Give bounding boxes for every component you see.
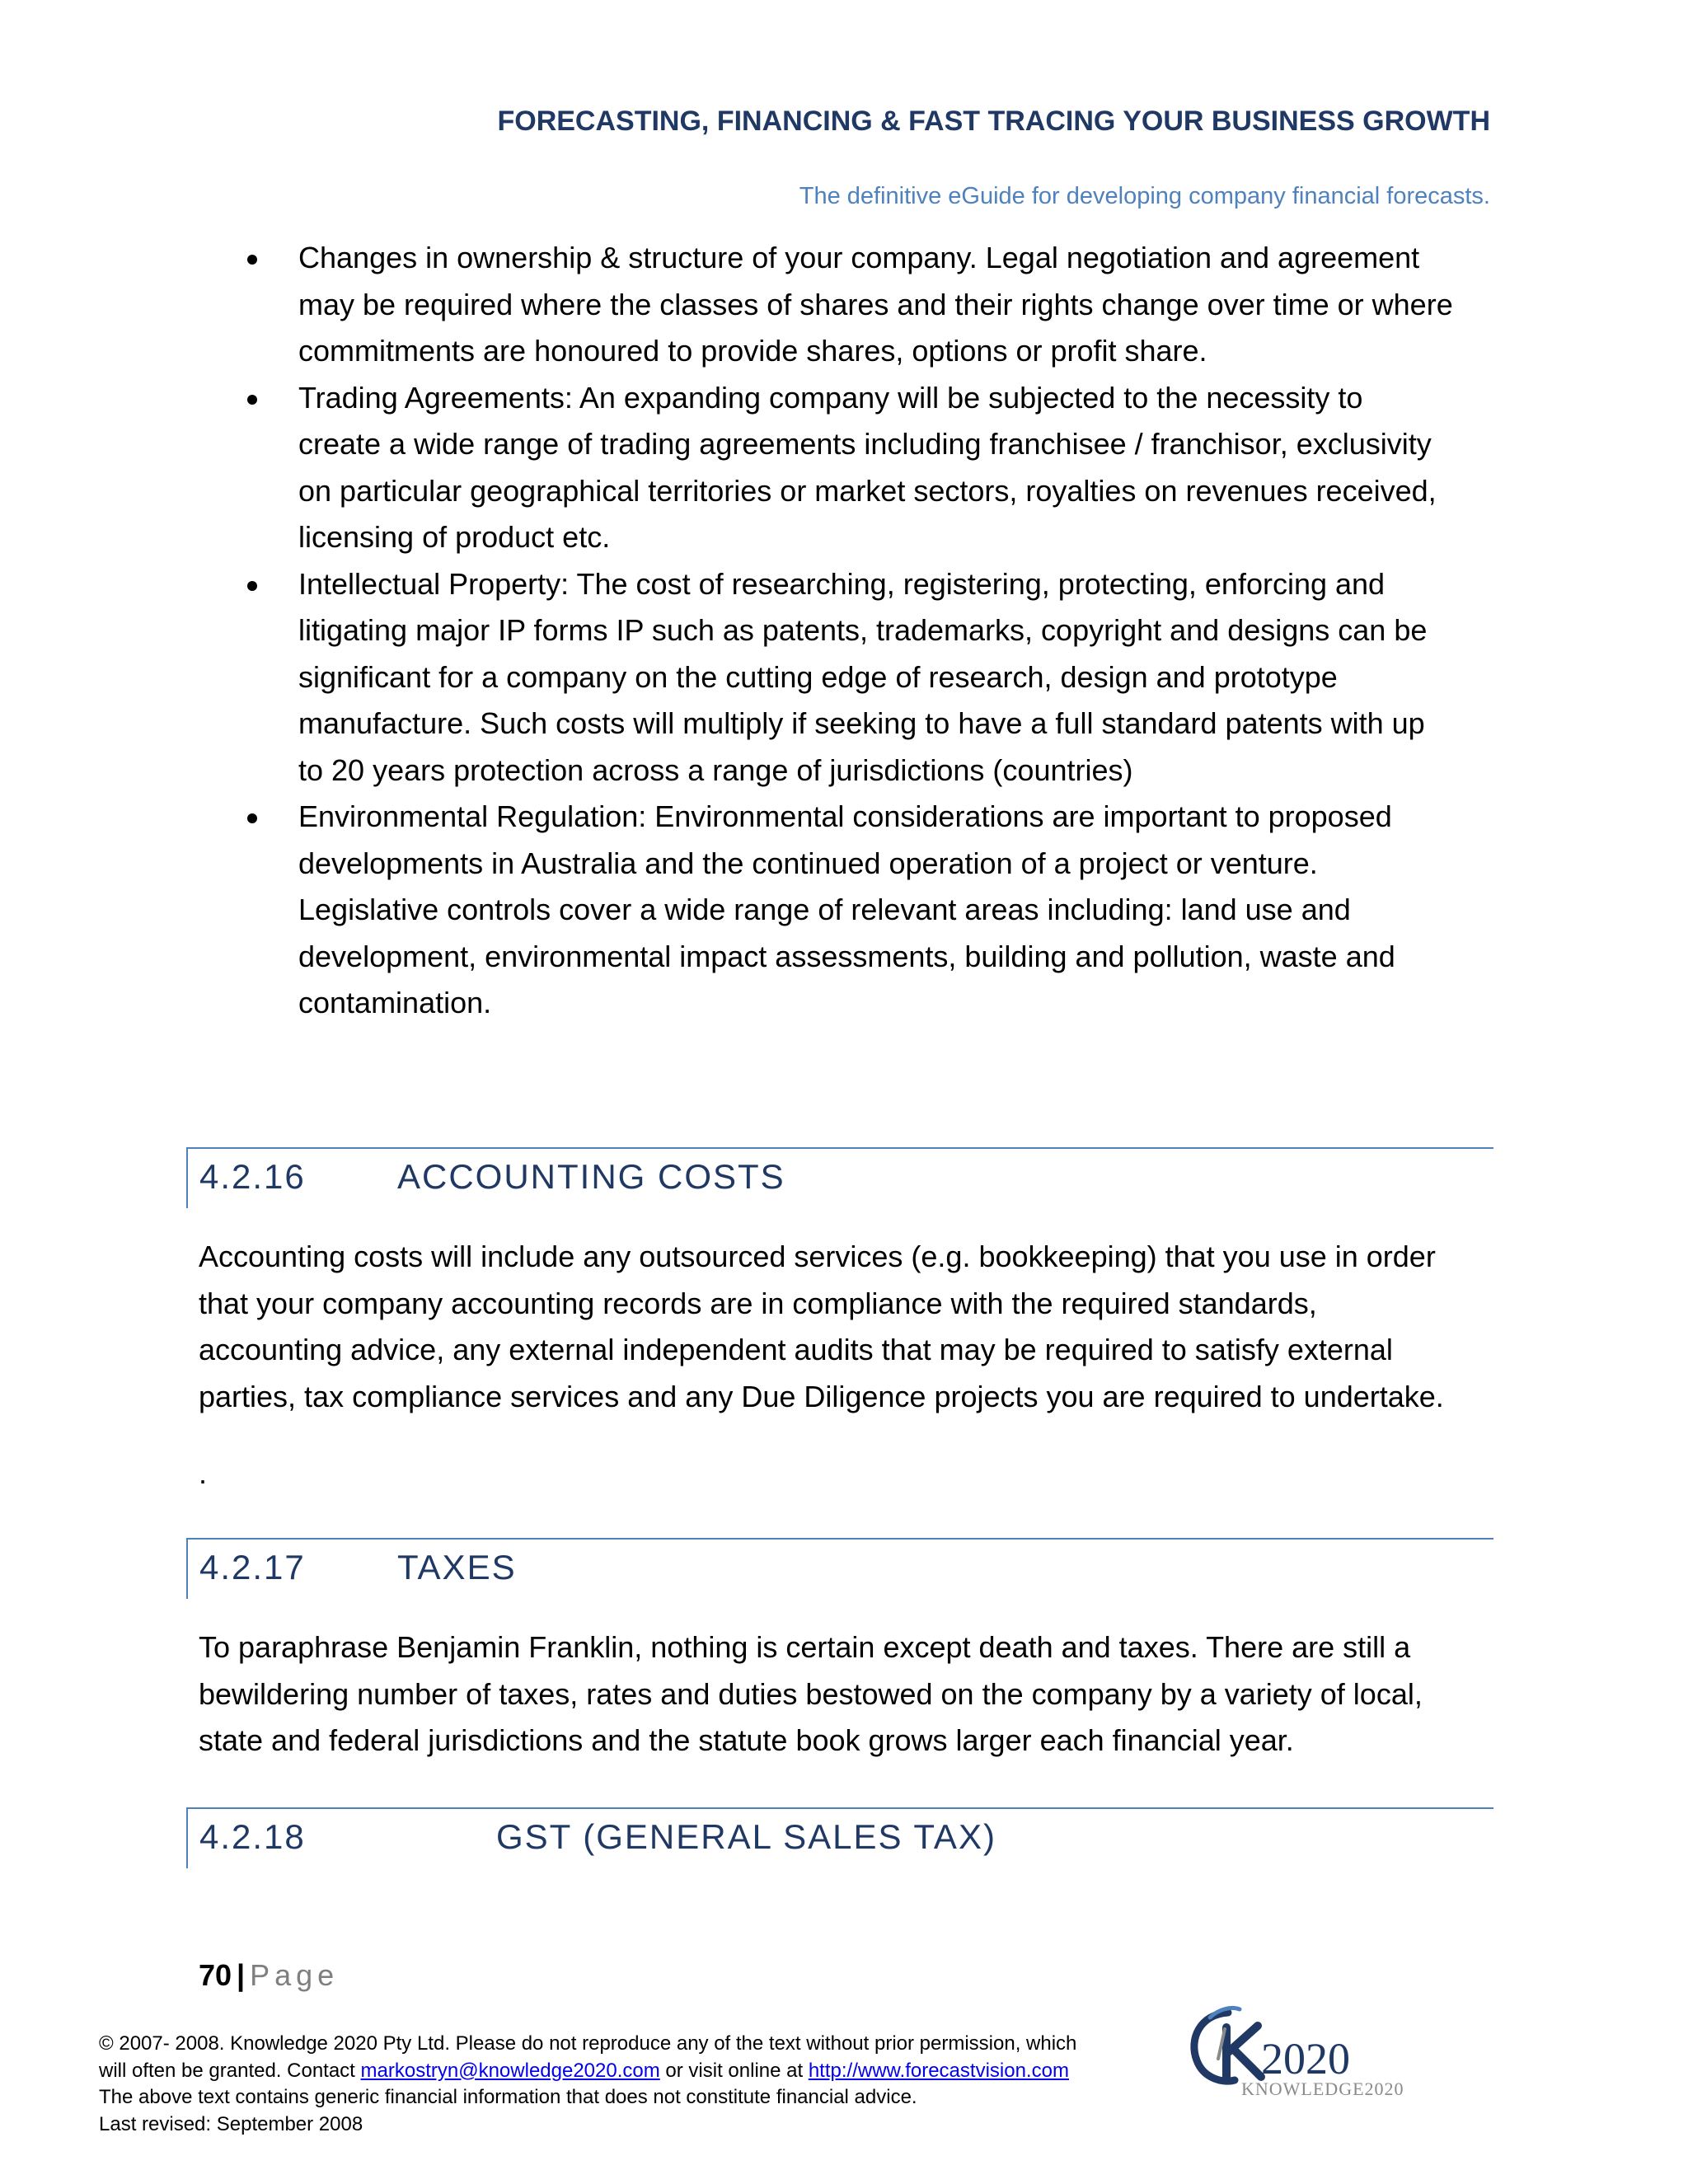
bullet-item-trading-agreements bbox=[247, 375, 1500, 561]
page-label: Page bbox=[250, 1958, 340, 1992]
paragraph-line: To paraphrase Benjamin Franklin, nothing is certain except death and taxes. There are still a bbox=[199, 1630, 1411, 1664]
heading-rule bbox=[186, 1538, 188, 1599]
bullet-icon bbox=[247, 255, 257, 265]
footer-text: will often be granted. Contact bbox=[99, 2059, 361, 2082]
page-number-separator: | bbox=[237, 1958, 246, 1992]
page-number-value: 70 bbox=[199, 1958, 232, 1992]
section-title: ACCOUNTING COSTS bbox=[397, 1157, 785, 1196]
bullet-line: development, environmental impact assessments, building and pollution, waste and bbox=[298, 939, 1395, 973]
bullet-line: contamination. bbox=[298, 986, 492, 1019]
bullet-line: manufacture. Such costs will multiply if seeking to have a full standard patents with up bbox=[298, 706, 1425, 740]
section-heading-taxes bbox=[186, 1538, 1493, 1599]
bullet-line: to 20 years protection across a range of jurisdictions (countries) bbox=[298, 752, 1133, 787]
page-number bbox=[199, 1958, 339, 1993]
stray-period: . bbox=[199, 1456, 208, 1490]
bullet-line: Intellectual Property: The cost of researching, registering, protecting, enforcing and bbox=[298, 566, 1386, 601]
footer-copyright-line: © 2007- 2008. Knowledge 2020 Pty Ltd. Please do not reproduce any of the text without prior permission, which bbox=[99, 2032, 1077, 2055]
bullet-item-intellectual-property bbox=[247, 561, 1500, 794]
bullet-line: may be required where the classes of shares and their rights change over time or where bbox=[298, 287, 1453, 321]
paragraph-taxes bbox=[199, 1624, 1501, 1765]
bullet-line: Legislative controls cover a wide range of relevant areas including: land use and bbox=[298, 893, 1351, 926]
logo-wordmark: 2020 bbox=[1261, 2034, 1350, 2083]
website-link[interactable]: http://www.forecastvision.com bbox=[808, 2059, 1069, 2082]
bullet-line: Changes in ownership & structure of your company. Legal negotiation and agreement bbox=[298, 241, 1420, 274]
email-link[interactable]: markostryn@knowledge2020.com bbox=[360, 2059, 660, 2082]
paragraph-line: state and federal jurisdictions and the statute book grows larger each financial year. bbox=[199, 1723, 1294, 1757]
bullet-line: commitments are honoured to provide shares, options or profit share. bbox=[298, 334, 1207, 368]
section-number: 4.2.16 bbox=[199, 1157, 306, 1196]
bullet-line: significant for a company on the cutting edge of research, design and prototype bbox=[298, 659, 1338, 694]
paragraph-line: bewildering number of taxes, rates and duties bestowed on the company by a variety of local, bbox=[199, 1676, 1423, 1711]
paragraph-line: that your company accounting records are in compliance with the required standards, bbox=[199, 1286, 1317, 1320]
heading-rule bbox=[186, 1147, 188, 1208]
footer-contact-line bbox=[99, 2058, 1170, 2085]
bullet-line: developments in Australia and the continued operation of a project or venture. bbox=[298, 846, 1318, 880]
footer-notice bbox=[99, 2031, 1170, 2138]
paragraph-line: accounting advice, any external independent audits that may be required to satisfy external bbox=[199, 1333, 1393, 1366]
heading-rule bbox=[186, 1807, 188, 1868]
bullet-line: create a wide range of trading agreements including franchisee / franchisor, exclusivity bbox=[298, 427, 1432, 461]
bullet-icon bbox=[247, 813, 257, 823]
footer-disclaimer-line: The above text contains generic financial information that does not constitute financial advice. bbox=[99, 2086, 917, 2108]
bullet-icon bbox=[247, 395, 257, 405]
heading-rule bbox=[186, 1807, 1493, 1809]
section-title: GST (GENERAL SALES TAX) bbox=[496, 1817, 996, 1856]
bullet-line: litigating major IP forms IP such as patents, trademarks, copyright and designs can be bbox=[298, 613, 1428, 647]
bullet-line: Trading Agreements: An expanding company will be subjected to the necessity to bbox=[298, 380, 1363, 415]
section-number: 4.2.18 bbox=[199, 1817, 306, 1856]
bullet-item-ownership bbox=[247, 235, 1500, 375]
knowledge2020-logo bbox=[1185, 2001, 1432, 2100]
running-header-title: FORECASTING, FINANCING & FAST TRACING YOUR BUSINESS GROWTH bbox=[497, 105, 1490, 137]
heading-rule bbox=[186, 1147, 1493, 1149]
logo-tagline: KNOWLEDGE2020 bbox=[1241, 2079, 1404, 2099]
footer-revised-line: Last revised: September 2008 bbox=[99, 2112, 363, 2135]
bullet-line: licensing of product etc. bbox=[298, 520, 611, 554]
paragraph-accounting-costs bbox=[199, 1234, 1501, 1420]
bullet-item-environmental-regulation bbox=[247, 794, 1500, 1027]
logo-k-icon bbox=[1226, 2026, 1261, 2077]
running-header-subtitle: The definitive eGuide for developing company financial forecasts. bbox=[799, 183, 1490, 209]
section-heading-gst bbox=[186, 1807, 1493, 1868]
heading-rule bbox=[186, 1538, 1493, 1540]
bullet-icon bbox=[247, 581, 257, 591]
section-number: 4.2.17 bbox=[199, 1548, 306, 1586]
paragraph-line: Accounting costs will include any outsourced services (e.g. bookkeeping) that you use in order bbox=[199, 1240, 1436, 1273]
bullet-line: Environmental Regulation: Environmental considerations are important to proposed bbox=[298, 799, 1392, 833]
footer-text: or visit online at bbox=[659, 2059, 809, 2082]
paragraph-line: parties, tax compliance services and any Due Diligence projects you are required to undertake. bbox=[199, 1379, 1444, 1413]
bullet-list bbox=[247, 235, 1500, 1027]
section-heading-accounting-costs bbox=[186, 1147, 1493, 1208]
bullet-line: on particular geographical territories or market sectors, royalties on revenues received, bbox=[298, 473, 1437, 508]
section-title: TAXES bbox=[397, 1548, 517, 1586]
